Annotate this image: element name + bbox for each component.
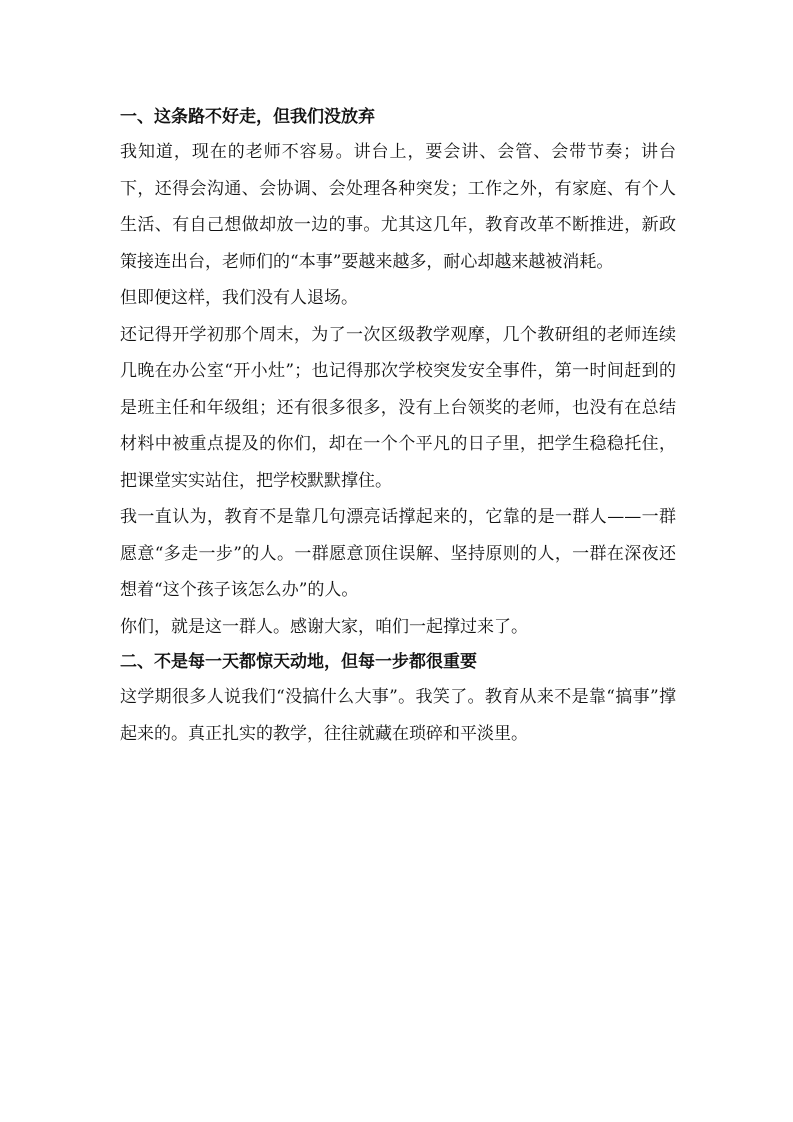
paragraph: 我一直认为，教育不是靠几句漂亮话撑起来的，它靠的是一群人——一群愿意“多走一步”的人。一群愿意顶住误解、坚持原则的人，一群在深夜还想着“这个孩子该怎么办”的人。 <box>120 507 676 600</box>
paragraph: 这学期很多人说我们“没搞什么大事”。我笑了。教育从来不是靠“搞事”撑起来的。真正扎实的教学，往往就藏在琐碎和平淡里。 <box>120 687 676 744</box>
section-heading-1: 一、这条路不好走，但我们没放弃 <box>120 107 375 127</box>
paragraph: 我知道，现在的老师不容易。讲台上，要会讲、会管、会带节奏；讲台下，还得会沟通、会协调、会处理各种突发；工作之外，有家庭、有个人生活、有自己想做却放一边的事。尤其这几年，教育改革不断推进，新政策接连出台，老师们的“本事”要越来越多，耐心却越来越被消耗。 <box>120 142 676 272</box>
paragraph: 还记得开学初那个周末，为了一次区级教学观摩，几个教研组的老师连续几晚在办公室“开小灶”；也记得那次学校突发安全事件，第一时间赶到的是班主任和年级组；还有很多很多，没有上台领奖的老师，也没有在总结材料中被重点提及的你们，却在一个个平凡的日子里，把学生稳稳托住，把课堂实实站住，把学校默默撑住。 <box>120 324 676 491</box>
section-heading-2: 二、不是每一天都惊天动地，但每一步都很重要 <box>120 652 477 672</box>
document-body <box>120 100 676 752</box>
paragraph: 你们，就是这一群人。感谢大家，咱们一起撑过来了。 <box>120 616 528 637</box>
paragraph: 但即便这样，我们没有人退场。 <box>120 288 358 308</box>
